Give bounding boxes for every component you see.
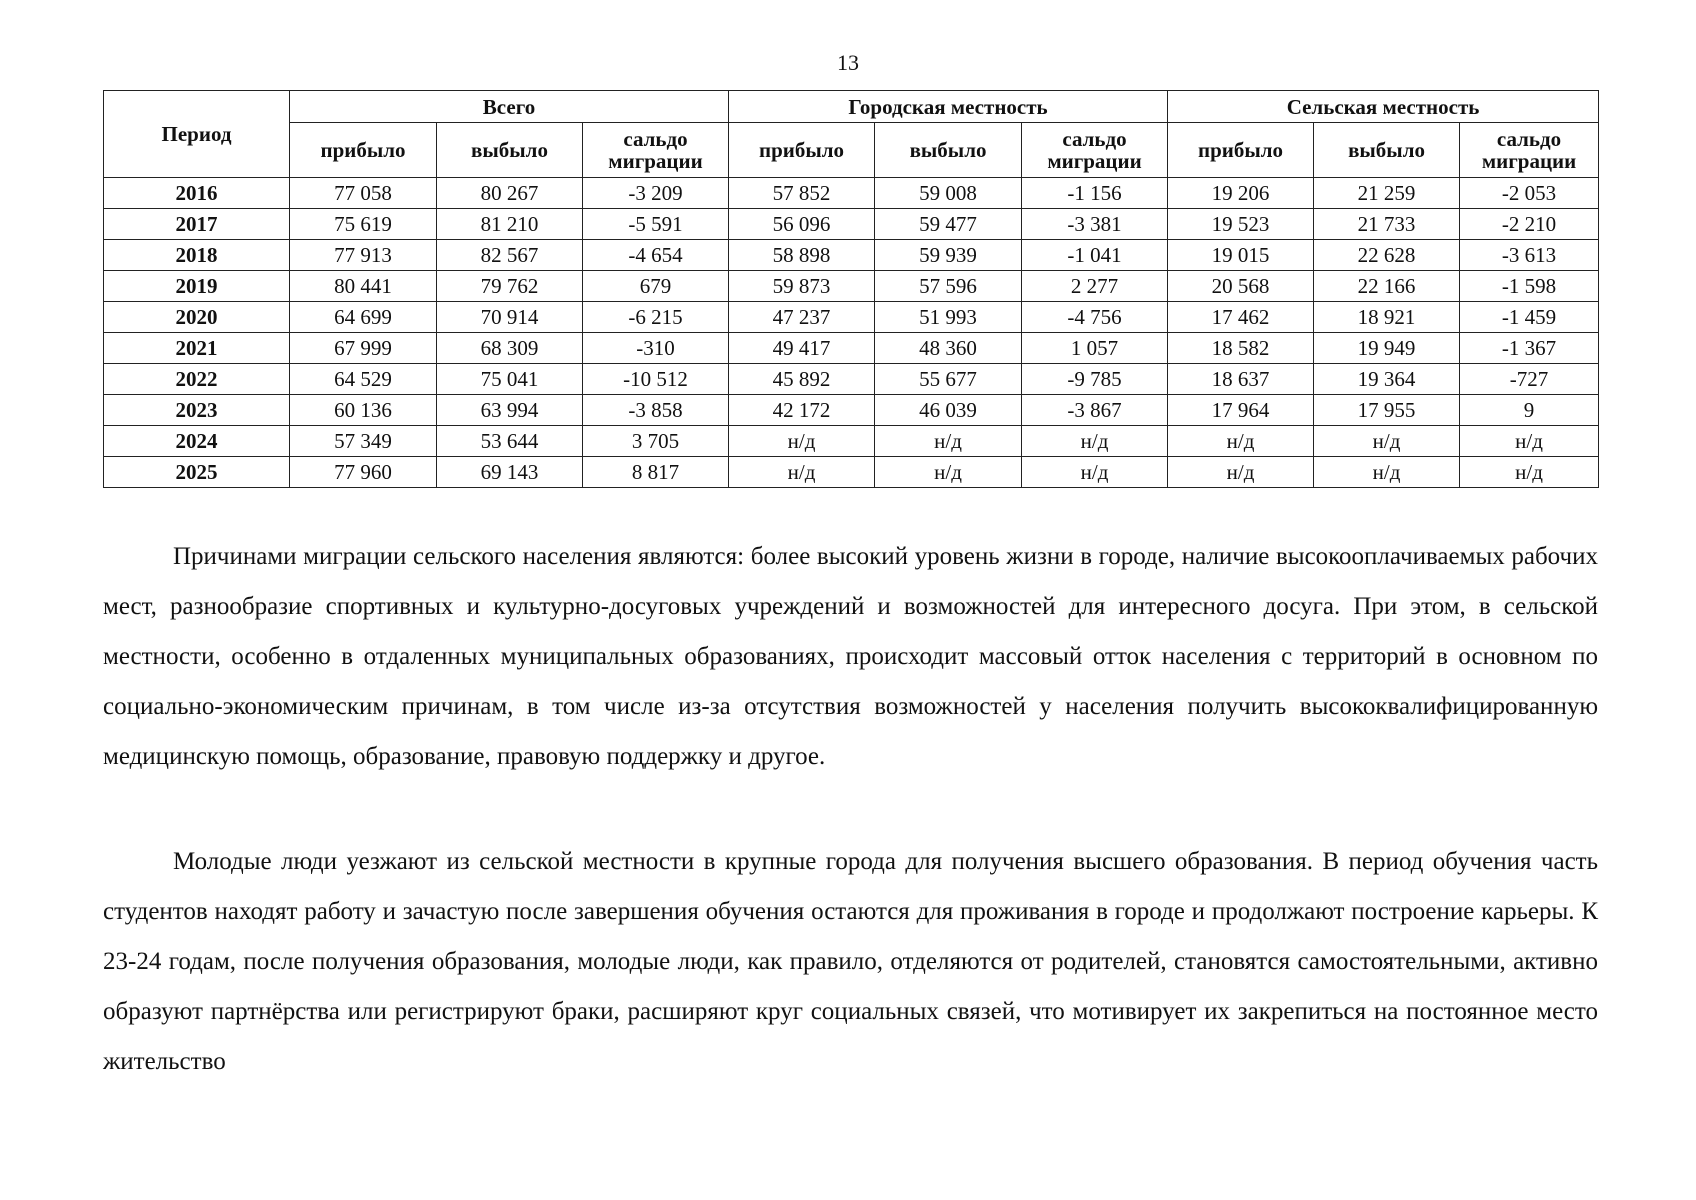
table-cell: н/д <box>1460 426 1599 457</box>
table-cell: 75 041 <box>437 364 583 395</box>
table-cell: 21 733 <box>1314 209 1460 240</box>
table-cell: 18 582 <box>1168 333 1314 364</box>
table-cell: н/д <box>1168 457 1314 488</box>
row-year: 2022 <box>104 364 290 395</box>
table-cell: -727 <box>1460 364 1599 395</box>
table-cell: 22 166 <box>1314 271 1460 302</box>
paragraph-text: Причинами миграции сельского населения являются: более высокий уровень жизни в городе, наличие высокооплачиваемых рабочих мест, разнообразие спортивных и культурно-досуговых учреждений и возможностей для интересного досуга. При этом, в сельской местности, особенно в отдаленных муниципальных образованиях, происходит массовый отток населения с территорий в основном по социально-экономическим причинам, в том числе из-за отсутствия возможностей у населения получить высококвалифицированную медицинскую помощь, образование, правовую поддержку и другое. <box>103 543 1598 770</box>
table-row <box>104 395 1599 426</box>
row-year: 2023 <box>104 395 290 426</box>
table-cell: 80 441 <box>290 271 437 302</box>
row-year: 2024 <box>104 426 290 457</box>
table-cell: -5 591 <box>583 209 729 240</box>
table-sub-header-row <box>104 123 1599 178</box>
table-cell: н/д <box>1314 457 1460 488</box>
table-cell: 20 568 <box>1168 271 1314 302</box>
table-cell: 64 699 <box>290 302 437 333</box>
table-cell: 59 008 <box>875 178 1022 209</box>
table-cell: 22 628 <box>1314 240 1460 271</box>
table-cell: -1 156 <box>1022 178 1168 209</box>
table-cell: н/д <box>1460 457 1599 488</box>
table-cell: -310 <box>583 333 729 364</box>
table-header <box>104 91 1599 178</box>
table-cell: 47 237 <box>729 302 875 333</box>
table-cell: 18 637 <box>1168 364 1314 395</box>
table-cell: 19 949 <box>1314 333 1460 364</box>
migration-table <box>103 90 1599 488</box>
table-cell: 55 677 <box>875 364 1022 395</box>
table-cell: -6 215 <box>583 302 729 333</box>
table-cell: -2 210 <box>1460 209 1599 240</box>
table-cell: 48 360 <box>875 333 1022 364</box>
table-cell: 77 913 <box>290 240 437 271</box>
table-cell: -4 654 <box>583 240 729 271</box>
table-cell: 8 817 <box>583 457 729 488</box>
table-cell: 17 955 <box>1314 395 1460 426</box>
table-cell: 19 364 <box>1314 364 1460 395</box>
table-cell: -1 041 <box>1022 240 1168 271</box>
table-cell: 19 015 <box>1168 240 1314 271</box>
table-cell: 68 309 <box>437 333 583 364</box>
table-row <box>104 178 1599 209</box>
row-year: 2018 <box>104 240 290 271</box>
table-cell: 75 619 <box>290 209 437 240</box>
table-row <box>104 333 1599 364</box>
table-cell: н/д <box>1168 426 1314 457</box>
sub-header-arrived: прибыло <box>729 123 875 178</box>
table-cell: 19 206 <box>1168 178 1314 209</box>
table-cell: 53 644 <box>437 426 583 457</box>
row-year: 2017 <box>104 209 290 240</box>
table-cell: 63 994 <box>437 395 583 426</box>
table-cell: -3 381 <box>1022 209 1168 240</box>
table-cell: 77 058 <box>290 178 437 209</box>
table-cell: 21 259 <box>1314 178 1460 209</box>
table-cell: 70 914 <box>437 302 583 333</box>
table-cell: н/д <box>729 457 875 488</box>
table-cell: 49 417 <box>729 333 875 364</box>
table-cell: 9 <box>1460 395 1599 426</box>
table-cell: н/д <box>1022 426 1168 457</box>
table-cell: -4 756 <box>1022 302 1168 333</box>
table-cell: 67 999 <box>290 333 437 364</box>
table-cell: 1 057 <box>1022 333 1168 364</box>
table-cell: н/д <box>875 457 1022 488</box>
table-cell: 60 136 <box>290 395 437 426</box>
table-cell: -3 867 <box>1022 395 1168 426</box>
table-cell: 59 477 <box>875 209 1022 240</box>
sub-header-arrived: прибыло <box>1168 123 1314 178</box>
group-header-total: Всего <box>290 91 729 123</box>
table-cell: -10 512 <box>583 364 729 395</box>
row-year: 2019 <box>104 271 290 302</box>
table-cell: 69 143 <box>437 457 583 488</box>
table-cell: 59 873 <box>729 271 875 302</box>
table-cell: 45 892 <box>729 364 875 395</box>
row-year: 2020 <box>104 302 290 333</box>
sub-header-departed: выбыло <box>875 123 1022 178</box>
table-cell: 77 960 <box>290 457 437 488</box>
table-cell: 81 210 <box>437 209 583 240</box>
sub-header-departed: выбыло <box>1314 123 1460 178</box>
row-year: 2021 <box>104 333 290 364</box>
table-row <box>104 209 1599 240</box>
table-cell: -1 367 <box>1460 333 1599 364</box>
table-row <box>104 302 1599 333</box>
table-cell: н/д <box>875 426 1022 457</box>
table-row <box>104 457 1599 488</box>
group-header-rural: Сельская местность <box>1168 91 1599 123</box>
table-cell: 46 039 <box>875 395 1022 426</box>
sub-header-arrived: прибыло <box>290 123 437 178</box>
table-cell: -3 209 <box>583 178 729 209</box>
table-cell: -9 785 <box>1022 364 1168 395</box>
table-cell: 57 596 <box>875 271 1022 302</box>
table-cell: 64 529 <box>290 364 437 395</box>
table-group-header-row <box>104 91 1599 123</box>
table-cell: 57 349 <box>290 426 437 457</box>
group-header-urban: Городская местность <box>729 91 1168 123</box>
table-cell: 17 462 <box>1168 302 1314 333</box>
period-header: Период <box>104 91 290 178</box>
table-cell: 679 <box>583 271 729 302</box>
table-body <box>104 178 1599 488</box>
table-cell: 2 277 <box>1022 271 1168 302</box>
table-cell: 79 762 <box>437 271 583 302</box>
table-row <box>104 364 1599 395</box>
table-row <box>104 240 1599 271</box>
table-cell: 82 567 <box>437 240 583 271</box>
table-row <box>104 426 1599 457</box>
paragraph-text: Молодые люди уезжают из сельской местности в крупные города для получения высшего образования. В период обучения часть студентов находят работу и зачастую после завершения обучения остаются для проживания в городе и продолжают построение карьеры. К 23-24 годам, после получения образования, молодые люди, как правило, отделяются от родителей, становятся самостоятельными, активно образуют партнёрства или регистрируют браки, расширяют круг социальных связей, что мотивирует их закрепиться на постоянное место жительство <box>103 848 1598 1075</box>
sub-header-departed: выбыло <box>437 123 583 178</box>
table-cell: 19 523 <box>1168 209 1314 240</box>
sub-header-balance: сальдо миграции <box>1460 123 1599 178</box>
table-cell: -3 613 <box>1460 240 1599 271</box>
page-number: 13 <box>837 50 859 75</box>
sub-header-balance: сальдо миграции <box>1022 123 1168 178</box>
table-cell: н/д <box>729 426 875 457</box>
table-cell: 56 096 <box>729 209 875 240</box>
row-year: 2016 <box>104 178 290 209</box>
table-cell: 57 852 <box>729 178 875 209</box>
table-cell: 3 705 <box>583 426 729 457</box>
table-cell: 18 921 <box>1314 302 1460 333</box>
table-cell: 59 939 <box>875 240 1022 271</box>
row-year: 2025 <box>104 457 290 488</box>
table-cell: 58 898 <box>729 240 875 271</box>
table-cell: -3 858 <box>583 395 729 426</box>
paragraph-1 <box>103 532 1598 782</box>
table-cell: 17 964 <box>1168 395 1314 426</box>
table-cell: -1 459 <box>1460 302 1599 333</box>
table-cell: н/д <box>1314 426 1460 457</box>
table-cell: 42 172 <box>729 395 875 426</box>
table-row <box>104 271 1599 302</box>
table-cell: -2 053 <box>1460 178 1599 209</box>
sub-header-balance: сальдо миграции <box>583 123 729 178</box>
table-cell: -1 598 <box>1460 271 1599 302</box>
table-cell: 51 993 <box>875 302 1022 333</box>
paragraph-2 <box>103 837 1598 1087</box>
table-cell: 80 267 <box>437 178 583 209</box>
table-cell: н/д <box>1022 457 1168 488</box>
